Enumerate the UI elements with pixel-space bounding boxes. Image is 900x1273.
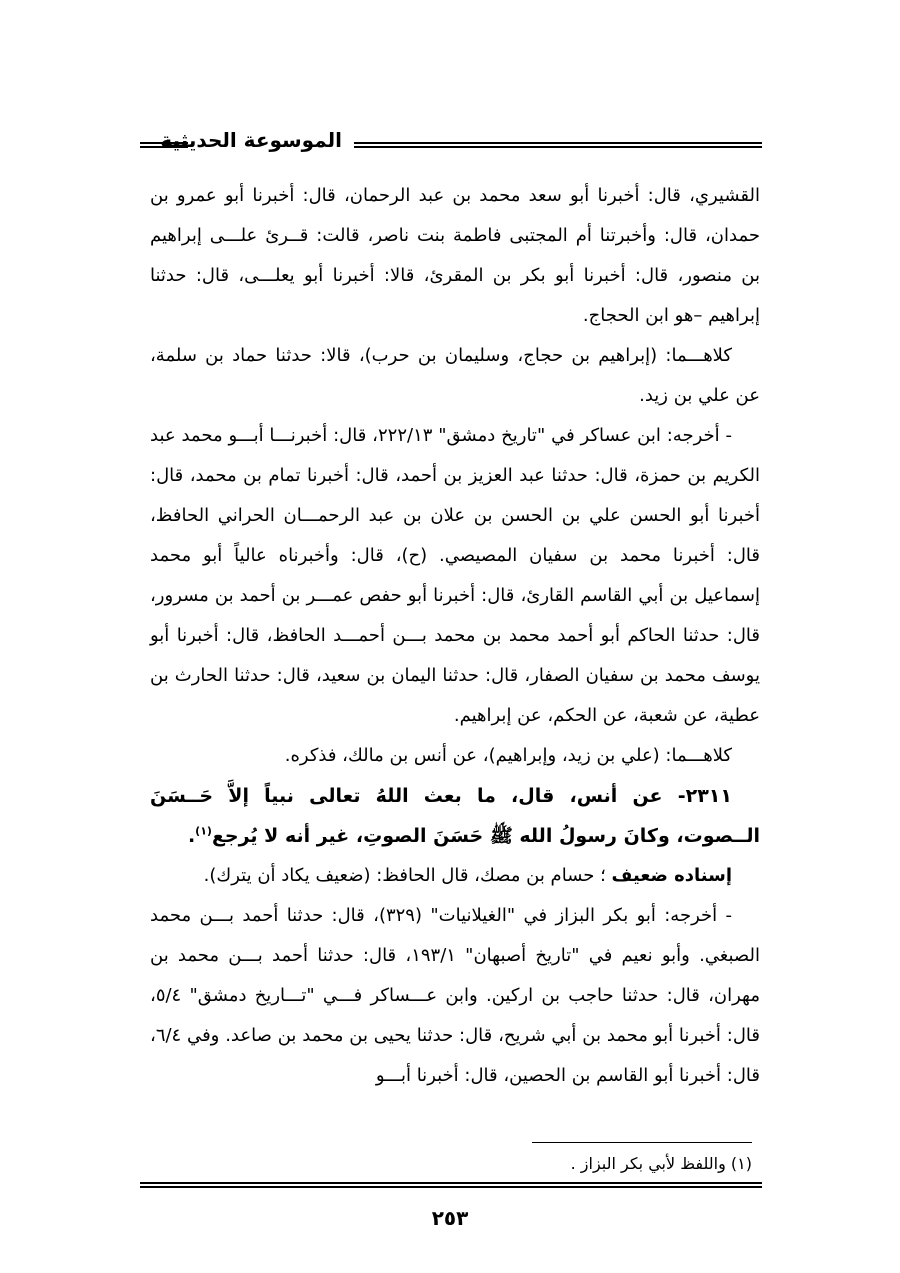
hadith-end: .	[187, 825, 196, 847]
header-title: الموسوعة الحديثية	[160, 128, 342, 152]
body-text	[150, 176, 760, 1096]
isnad-text: ؛ حسام بن مصك، قال الحافظ: (ضعيف يكاد أن يترك).	[203, 865, 612, 886]
paragraph-7: - أخرجه: أبو بكر البزاز في "الغيلانيات" (٣٢٩)، قال: حدثنا أحمد بـــن محمد الصبغي. وأبو نعيم في "تاريخ أصبهان" ١٩٣/١، قال: حدثنا أحمد بـــن محمد بن مهران، قال: حدثنا حاجب بن اركين. وابن عـــساكر فـــي "تـــاريخ دمشق" ٥/٤، قال: أخبرنا أبو محمد بن أبي شريح، قال: حدثنا يحيى بن محمد بن صاعد. وفي ٦/٤، قال: أخبرنا أبو القاسم بن الحصين، قال: أخبرنا أبـــو	[150, 905, 760, 1086]
isnad-grade: إسناده ضعيف	[611, 865, 732, 886]
header-rule-left	[140, 142, 188, 148]
hadith-body: ٢٣١١- عن أنس، قال، ما بعث اللهُ تعالى نبياً إلاَّ حَــسَنَ الــصوت، وكانَ رسولُ الله ﷺ حَسَنَ الصوتِ، غير أنه لا يُرجع	[150, 785, 760, 847]
hadith-text	[150, 776, 760, 856]
paragraph-4: كلاهـــما: (علي بن زيد، وإبراهيم)، عن أنس بن مالك، فذكره.	[284, 745, 732, 766]
header-rule-right	[354, 142, 762, 148]
footnote-marker[interactable]: (١)	[195, 824, 212, 838]
paragraph-1: القشيري، قال: أخبرنا أبو سعد محمد بن عبد الرحمان، قال: أخبرنا أبو عمرو بن حمدان، قال: وأخبرتنا أم المجتبى فاطمة بنت ناصر، قالت: قــرئ علـــى إبراهيم بن منصور، قال: أخبرنا أبو بكر بن المقرئ، قالا: أخبرنا أبو يعلـــى، قال: حدثنا إبراهيم –هو ابن الحجاج.	[150, 185, 760, 326]
page-number: ٢٥٣	[431, 1206, 469, 1230]
footnote-separator	[532, 1142, 752, 1143]
paragraph-2: كلاهـــما: (إبراهيم بن حجاج، وسليمان بن حرب)، قالا: حدثنا حماد بن سلمة، عن علي بن زيد.	[150, 345, 760, 406]
isnad-paragraph	[150, 856, 760, 896]
page-header	[140, 128, 762, 158]
paragraph-3: - أخرجه: ابن عساكر في "تاريخ دمشق" ٢٢٢/١٣، قال: أخبرنـــا أبـــو محمد عبد الكريم بن حمزة، قال: حدثنا عبد العزيز بن أحمد، قال: أخبرنا تمام بن محمد، قال: أخبرنا أبو الحسن علي بن الحسن بن علان بن عبد الرحمـــان الحراني الحافظ، قال: أخبرنا محمد بن سفيان المصيصي. (ح)، قال: وأخبرناه عالياً أبو محمد إسماعيل بن أبي القاسم القارئ، قال: أخبرنا أبو حفص عمـــر بن أحمد بن مسرور، قال: حدثنا الحاكم أبو أحمد محمد بن محمد بـــن أحمـــد الحافظ، قال: أخبرنا أبو يوسف محمد بن سفيان الصفار، قال: حدثنا اليمان بن سعيد، قال: حدثنا الحارث بن عطية، عن شعبة، عن الحكم، عن إبراهيم.	[150, 425, 760, 726]
footnote: (١) واللفظ لأبي بكر البزاز .	[570, 1154, 752, 1173]
footer-rule	[140, 1182, 762, 1188]
